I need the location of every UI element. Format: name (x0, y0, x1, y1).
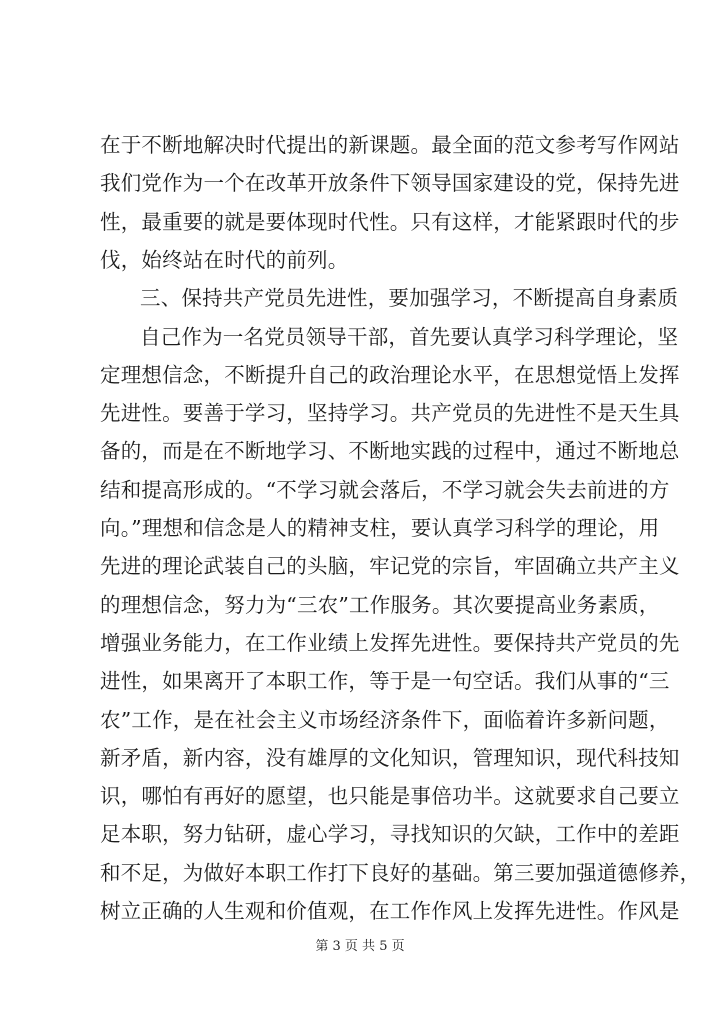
text-line: 先进性。要善于学习，坚持学习。共产党员的先进性不是天生具 (100, 401, 680, 426)
text-line: 性，最重要的就是要体现时代性。只有这样，才能紧跟时代的步 (100, 209, 680, 234)
text-line: 增强业务能力，在工作业绩上发挥先进性。要保持共产党员的先 (100, 630, 680, 655)
text-line: 新矛盾，新内容，没有雄厚的文化知识，管理知识，现代科技知 (100, 745, 680, 770)
text-line: 备的，而是在不断地学习、不断地实践的过程中，通过不断地总 (100, 439, 680, 464)
text-line: 向。”理想和信念是人的精神支柱，要认真学习科学的理论，用 (100, 516, 660, 540)
text-line: 结和提高形成的。“不学习就会落后，不学习就会失去前进的方 (100, 477, 670, 502)
text-line: 定理想信念，不断提升自己的政治理论水平，在思想觉悟上发挥 (100, 362, 680, 387)
text-line: 进性，如果离开了本职工作，等于是一句空话。我们从事的“三 (100, 669, 670, 694)
text-line: 识，哪怕有再好的愿望，也只能是事倍功半。这就要求自己要立 (100, 784, 680, 809)
text-line: 先进的理论武装自己的头脑，牢记党的宗旨，牢固确立共产主义 (100, 554, 680, 579)
text-line: 农”工作，是在社会主义市场经济条件下，面临着许多新问题， (100, 707, 670, 732)
text-line: 我们党作为一个在改革开放条件下领导国家建设的党，保持先进 (100, 171, 680, 196)
paragraph-first-line: 自己作为一名党员领导干部，首先要认真学习科学理论，坚 (140, 324, 679, 349)
text-line: 和不足，为做好本职工作打下良好的基础。第三要加强道德修养， (100, 860, 701, 885)
section-heading: 三、保持共产党员先进性，要加强学习，不断提高自身素质 (140, 286, 679, 311)
text-line: 伐，始终站在时代的前列。 (100, 247, 349, 272)
text-line: 的理想信念，努力为“三农”工作服务。其次要提高业务素质， (100, 592, 660, 617)
text-line: 足本职，努力钻研，虚心学习，寻找知识的欠缺，工作中的差距 (100, 822, 680, 847)
text-line: 树立正确的人生观和价值观，在工作作风上发挥先进性。作风是 (100, 899, 680, 923)
text-line: 在于不断地解决时代提出的新课题。最全面的范文参考写作网站 (100, 133, 680, 157)
page-number-footer: 第 3 页 共 5 页 (315, 939, 405, 954)
